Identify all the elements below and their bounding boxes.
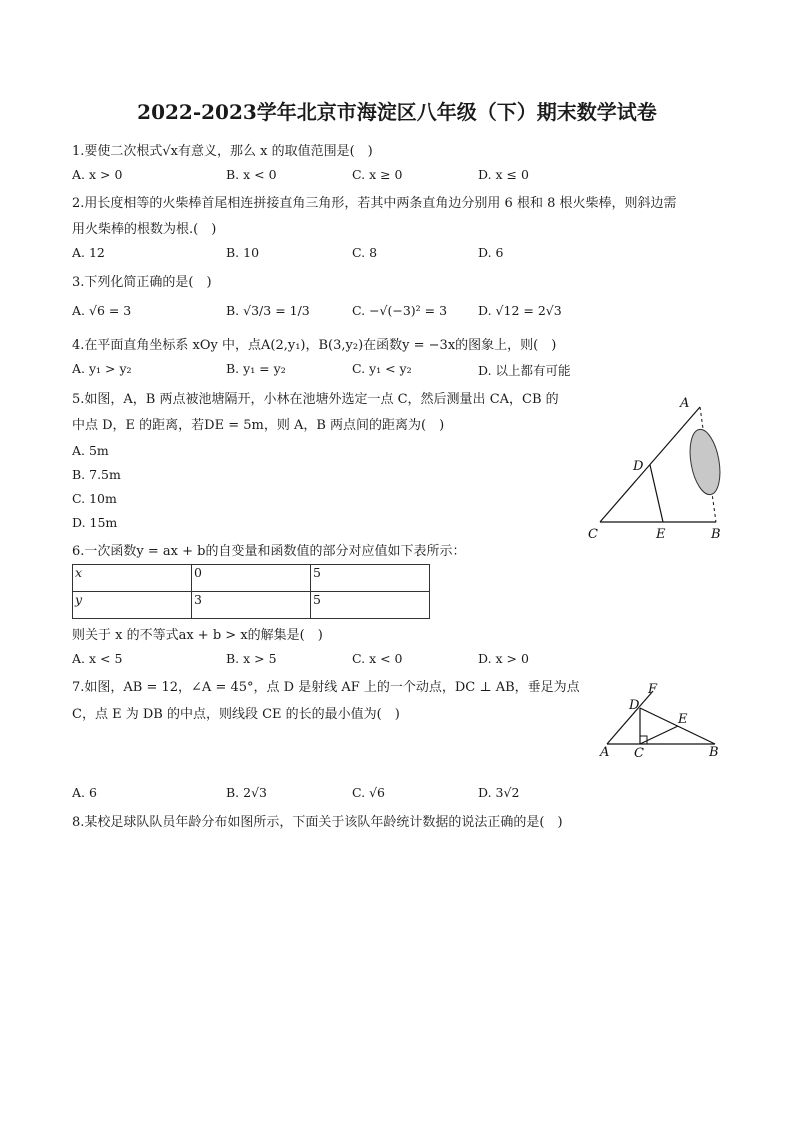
q7-option-a[interactable]: A. 6	[72, 785, 97, 800]
q6-option-a[interactable]: A. x < 5	[72, 651, 123, 666]
question-5-stem-line1: 5.如图，A，B 两点被池塘隔开，小林在池塘外选定一点 C，然后测量出 CA，CB 的	[72, 392, 559, 407]
q2-option-a[interactable]: A. 12	[72, 245, 105, 260]
table-cell: y	[73, 592, 192, 619]
q2-option-d[interactable]: D. 6	[478, 245, 504, 260]
table-cell: x	[73, 565, 192, 592]
q3-option-c[interactable]: C. −√(−3)² = 3	[352, 303, 448, 318]
question-2-stem-line1: 2.用长度相等的火柴棒首尾相连拼接直角三角形，若其中两条直角边分别用 6 根和 8 根火柴棒，则斜边需	[72, 196, 677, 211]
q5-option-d[interactable]: D. 15m	[72, 515, 118, 530]
q4-option-d[interactable]: D. 以上都有可能	[478, 363, 571, 378]
q5-label-c: C	[588, 527, 598, 542]
q7-label-c: C	[634, 746, 644, 761]
q4-option-b[interactable]: B. y₁ = y₂	[226, 361, 286, 376]
table-row	[73, 592, 430, 619]
q5-label-a: A	[680, 396, 690, 411]
question-1-stem: 1.要使二次根式√x有意义，那么 x 的取值范围是( )	[72, 144, 373, 159]
question-7-stem-line1: 7.如图，AB = 12，∠A = 45°，点 D 是射线 AF 上的一个动点，DC ⊥ AB，垂足为点	[72, 680, 580, 695]
q5-line-ca	[600, 407, 700, 522]
table-row	[73, 565, 430, 592]
q7-option-d[interactable]: D. 3√2	[478, 785, 520, 800]
pond-shape	[685, 427, 724, 497]
q7-label-d: D	[629, 698, 640, 713]
q1-option-b[interactable]: B. x < 0	[226, 167, 277, 182]
q5-option-a[interactable]: A. 5m	[72, 443, 109, 458]
q7-figure	[595, 680, 730, 762]
table-cell: 5	[311, 592, 430, 619]
q7-label-f: F	[648, 682, 658, 697]
question-2-stem-line2: 用火柴棒的根数为根.( )	[72, 222, 217, 237]
table-cell: 5	[311, 565, 430, 592]
q7-label-e: E	[678, 712, 688, 727]
q5-figure	[580, 390, 730, 545]
q7-option-b[interactable]: B. 2√3	[226, 785, 268, 800]
q1-option-c[interactable]: C. x ≥ 0	[352, 167, 403, 182]
q1-option-a[interactable]: A. x > 0	[72, 167, 123, 182]
q5-option-c[interactable]: C. 10m	[72, 491, 117, 506]
q7-label-a: A	[600, 745, 610, 760]
question-5-stem-line2: 中点 D，E 的距离，若DE = 5m，则 A，B 两点间的距离为( )	[72, 418, 445, 433]
q6-option-c[interactable]: C. x < 0	[352, 651, 403, 666]
q5-label-e: E	[656, 527, 666, 542]
q7-option-c[interactable]: C. √6	[352, 785, 385, 800]
table-cell: 0	[192, 565, 311, 592]
q6-option-b[interactable]: B. x > 5	[226, 651, 277, 666]
question-4-stem: 4.在平面直角坐标系 xOy 中，点A(2,y₁)，B(3,y₂)在函数y = −3x的图象上，则( )	[72, 338, 557, 353]
q2-option-b[interactable]: B. 10	[226, 245, 260, 260]
q4-option-c[interactable]: C. y₁ < y₂	[352, 361, 412, 376]
q1-option-d[interactable]: D. x ≤ 0	[478, 167, 529, 182]
q5-line-de	[650, 465, 663, 522]
question-3-stem: 3.下列化简正确的是( )	[72, 275, 212, 290]
q3-option-d[interactable]: D. √12 = 2√3	[478, 303, 562, 318]
q3-option-a[interactable]: A. √6 = 3	[72, 303, 132, 318]
page-title: 2022-2023学年北京市海淀区八年级（下）期末数学试卷	[137, 100, 657, 124]
q7-line-ce	[640, 726, 678, 744]
q5-label-d: D	[633, 459, 644, 474]
question-7-stem-line2: C，点 E 为 DB 的中点，则线段 CE 的长的最小值为( )	[72, 707, 400, 722]
q5-label-b: B	[711, 527, 721, 542]
question-6-followup: 则关于 x 的不等式ax + b > x的解集是( )	[72, 628, 323, 643]
q4-option-a[interactable]: A. y₁ > y₂	[72, 361, 132, 376]
q7-label-b: B	[709, 745, 719, 760]
question-8-stem: 8.某校足球队队员年龄分布如图所示，下面关于该队年龄统计数据的说法正确的是( )	[72, 815, 563, 830]
question-6-stem: 6.一次函数y = ax + b的自变量和函数值的部分对应值如下表所示：	[72, 544, 466, 559]
table-cell: 3	[192, 592, 311, 619]
q6-value-table	[72, 564, 430, 619]
q5-option-b[interactable]: B. 7.5m	[72, 467, 121, 482]
q2-option-c[interactable]: C. 8	[352, 245, 378, 260]
q3-option-b[interactable]: B. √3/3 = 1/3	[226, 303, 310, 318]
q6-option-d[interactable]: D. x > 0	[478, 651, 529, 666]
